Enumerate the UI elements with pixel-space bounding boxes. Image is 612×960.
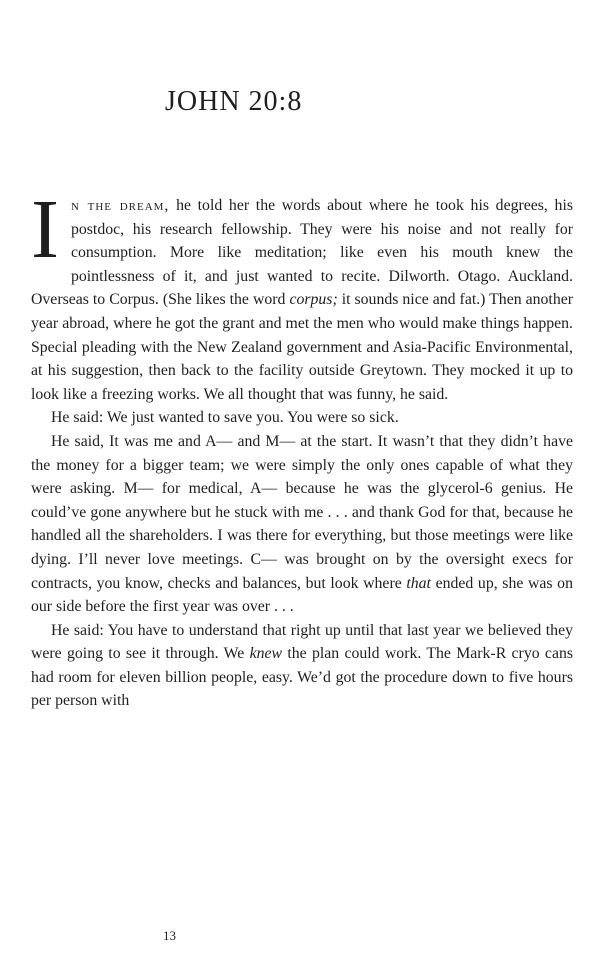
page-number: 13 [163, 928, 176, 943]
paragraph-4-italic: knew [249, 645, 283, 663]
paragraph-2-text: He said: We just wanted to save you. You were so sick. [51, 409, 399, 427]
chapter-title: JOHN 20:8 [165, 86, 303, 117]
chapter-body [31, 183, 573, 713]
paragraph-4 [31, 619, 573, 713]
paragraph-1-text-end: it sounds nice and fat.) Then another year abroad, where he got the grant and met the men who would make things happen. Special pleading with the New Zealand government and Asia-Pacific Environmental, at his suggestion, then back to the facility outside Greytown. They mocked it up to look like a freezing works. We all thought that was funny, he said. [31, 291, 573, 403]
paragraph-1 [31, 183, 573, 406]
paragraph-2 [31, 406, 573, 430]
drop-cap: I [31, 183, 59, 276]
paragraph-3-italic: that [406, 574, 431, 592]
paragraph-4-text-end: the plan could work. The Mark-R cryo cans had room for eleven billion people, easy. We’d got the procedure down to five hours per person with [31, 645, 573, 710]
paragraph-3 [31, 430, 573, 619]
paragraph-4-text: He said: You have to understand that right up until that last year we believed they were going to see it through. We [31, 621, 573, 663]
paragraph-1-italic: corpus; [289, 291, 338, 309]
opening-small-caps: n the dream, [70, 197, 170, 214]
paragraph-1-text: he told her the words about where he took his degrees, his postdoc, his research fellowship. They were his noise and not really for consumption. More like meditation; like even his mouth knew the pointlessness of it, and just wanted to recite. Dilworth. Otago. Auckland. Overseas to Corpus. (She likes the word [31, 197, 573, 309]
paragraph-3-text: He said, It was me and A— and M— at the start. It wasn’t that they didn’t have the money for a bigger team; we were simply the only ones capable of what they were asking. M— for medical, A— because he was the glycerol-6 genius. He could’ve gone anywhere but he stuck with me . . . and thank God for that, because he handled all the shareholders. I was there for everything, but those meetings were like dying. I’ll never love meetings. C— was brought on by the oversight execs for contracts, you know, checks and balances, but look where [31, 432, 573, 592]
paragraph-3-text-end: ended up, she was on our side before the first year was over . . . [31, 574, 573, 616]
